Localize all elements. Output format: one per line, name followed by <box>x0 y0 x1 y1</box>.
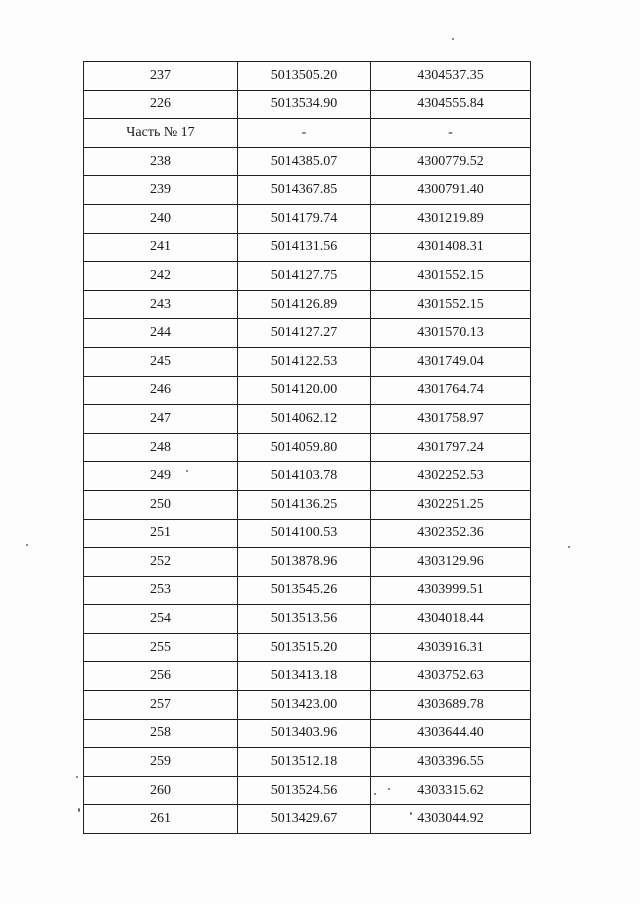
table-row <box>84 776 531 805</box>
coordinates-table-body <box>84 62 531 834</box>
table-row <box>84 90 531 119</box>
point-number-cell: 248 <box>84 433 238 462</box>
y-coordinate-cell: 4303689.78 <box>371 691 531 720</box>
table-row <box>84 633 531 662</box>
point-number-cell: 246 <box>84 376 238 405</box>
x-coordinate-cell: 5014136.25 <box>238 490 371 519</box>
coordinates-table <box>83 61 531 834</box>
scan-speck <box>568 546 570 548</box>
table-row <box>84 376 531 405</box>
table-row <box>84 462 531 491</box>
y-coordinate-cell: 4301758.97 <box>371 405 531 434</box>
x-coordinate-cell: 5014179.74 <box>238 204 371 233</box>
y-coordinate-cell: 4302251.25 <box>371 490 531 519</box>
y-coordinate-cell: 4304018.44 <box>371 605 531 634</box>
x-coordinate-cell: 5013513.56 <box>238 605 371 634</box>
point-number-cell: 241 <box>84 233 238 262</box>
point-number-cell: 258 <box>84 719 238 748</box>
y-coordinate-cell: - <box>371 119 531 148</box>
point-number-cell: 260 <box>84 776 238 805</box>
y-coordinate-cell: 4303315.62 <box>371 776 531 805</box>
table-row <box>84 405 531 434</box>
y-coordinate-cell: 4301749.04 <box>371 347 531 376</box>
point-number-cell: 242 <box>84 262 238 291</box>
table-row <box>84 290 531 319</box>
point-number-cell: Часть № 17 <box>84 119 238 148</box>
point-number-cell: 259 <box>84 748 238 777</box>
y-coordinate-cell: 4303129.96 <box>371 548 531 577</box>
x-coordinate-cell: 5013413.18 <box>238 662 371 691</box>
x-coordinate-cell: 5013524.56 <box>238 776 371 805</box>
x-coordinate-cell: 5014122.53 <box>238 347 371 376</box>
table-row <box>84 519 531 548</box>
y-coordinate-cell: 4300779.52 <box>371 147 531 176</box>
table-row <box>84 691 531 720</box>
table-row <box>84 805 531 834</box>
x-coordinate-cell: 5013545.26 <box>238 576 371 605</box>
y-coordinate-cell: 4301219.89 <box>371 204 531 233</box>
y-coordinate-cell: 4303396.55 <box>371 748 531 777</box>
table-row <box>84 319 531 348</box>
x-coordinate-cell: 5014127.27 <box>238 319 371 348</box>
x-coordinate-cell: 5014385.07 <box>238 147 371 176</box>
y-coordinate-cell: 4301552.15 <box>371 262 531 291</box>
y-coordinate-cell: 4301408.31 <box>371 233 531 262</box>
table-row <box>84 262 531 291</box>
y-coordinate-cell: 4304555.84 <box>371 90 531 119</box>
y-coordinate-cell: 4303916.31 <box>371 633 531 662</box>
point-number-cell: 254 <box>84 605 238 634</box>
x-coordinate-cell: 5013403.96 <box>238 719 371 748</box>
y-coordinate-cell: 4301552.15 <box>371 290 531 319</box>
y-coordinate-cell: 4301797.24 <box>371 433 531 462</box>
scan-speck <box>452 38 454 40</box>
table-row <box>84 548 531 577</box>
point-number-cell: 251 <box>84 519 238 548</box>
table-row <box>84 62 531 91</box>
point-number-cell: 245 <box>84 347 238 376</box>
x-coordinate-cell: 5013505.20 <box>238 62 371 91</box>
point-number-cell: 239 <box>84 176 238 205</box>
y-coordinate-cell: 4301764.74 <box>371 376 531 405</box>
point-number-cell: 247 <box>84 405 238 434</box>
y-coordinate-cell: 4303999.51 <box>371 576 531 605</box>
table-row <box>84 204 531 233</box>
point-number-cell: 237 <box>84 62 238 91</box>
table-row <box>84 719 531 748</box>
x-coordinate-cell: 5014367.85 <box>238 176 371 205</box>
point-number-cell: 252 <box>84 548 238 577</box>
scan-speck <box>388 788 390 790</box>
point-number-cell: 249 <box>84 462 238 491</box>
point-number-cell: 255 <box>84 633 238 662</box>
x-coordinate-cell: 5013515.20 <box>238 633 371 662</box>
x-coordinate-cell: 5013512.18 <box>238 748 371 777</box>
point-number-cell: 244 <box>84 319 238 348</box>
x-coordinate-cell: 5013423.00 <box>238 691 371 720</box>
table-row <box>84 490 531 519</box>
x-coordinate-cell: 5013878.96 <box>238 548 371 577</box>
y-coordinate-cell: 4302252.53 <box>371 462 531 491</box>
y-coordinate-cell: 4304537.35 <box>371 62 531 91</box>
point-number-cell: 261 <box>84 805 238 834</box>
x-coordinate-cell: 5014059.80 <box>238 433 371 462</box>
x-coordinate-cell: 5014100.53 <box>238 519 371 548</box>
scan-speck <box>186 470 188 472</box>
point-number-cell: 250 <box>84 490 238 519</box>
table-row <box>84 147 531 176</box>
scan-speck <box>26 544 28 546</box>
point-number-cell: 238 <box>84 147 238 176</box>
x-coordinate-cell: 5014131.56 <box>238 233 371 262</box>
table-row <box>84 662 531 691</box>
y-coordinate-cell: 4301570.13 <box>371 319 531 348</box>
x-coordinate-cell: 5014062.12 <box>238 405 371 434</box>
table-row <box>84 347 531 376</box>
y-coordinate-cell: 4303644.40 <box>371 719 531 748</box>
point-number-cell: 257 <box>84 691 238 720</box>
x-coordinate-cell: 5014126.89 <box>238 290 371 319</box>
y-coordinate-cell: 4302352.36 <box>371 519 531 548</box>
table-row <box>84 176 531 205</box>
point-number-cell: 226 <box>84 90 238 119</box>
scan-speck <box>76 776 78 778</box>
scan-speck <box>78 808 80 812</box>
point-number-cell: 240 <box>84 204 238 233</box>
x-coordinate-cell: - <box>238 119 371 148</box>
y-coordinate-cell: 4300791.40 <box>371 176 531 205</box>
point-number-cell: 253 <box>84 576 238 605</box>
x-coordinate-cell: 5014103.78 <box>238 462 371 491</box>
y-coordinate-cell: 4303752.63 <box>371 662 531 691</box>
table-row <box>84 119 531 148</box>
point-number-cell: 256 <box>84 662 238 691</box>
table-row <box>84 605 531 634</box>
x-coordinate-cell: 5013429.67 <box>238 805 371 834</box>
scan-speck <box>410 812 412 815</box>
x-coordinate-cell: 5014120.00 <box>238 376 371 405</box>
y-coordinate-cell: 4303044.92 <box>371 805 531 834</box>
table-row <box>84 748 531 777</box>
table-row <box>84 433 531 462</box>
scan-speck <box>374 793 376 795</box>
x-coordinate-cell: 5014127.75 <box>238 262 371 291</box>
table-row <box>84 233 531 262</box>
x-coordinate-cell: 5013534.90 <box>238 90 371 119</box>
point-number-cell: 243 <box>84 290 238 319</box>
table-row <box>84 576 531 605</box>
